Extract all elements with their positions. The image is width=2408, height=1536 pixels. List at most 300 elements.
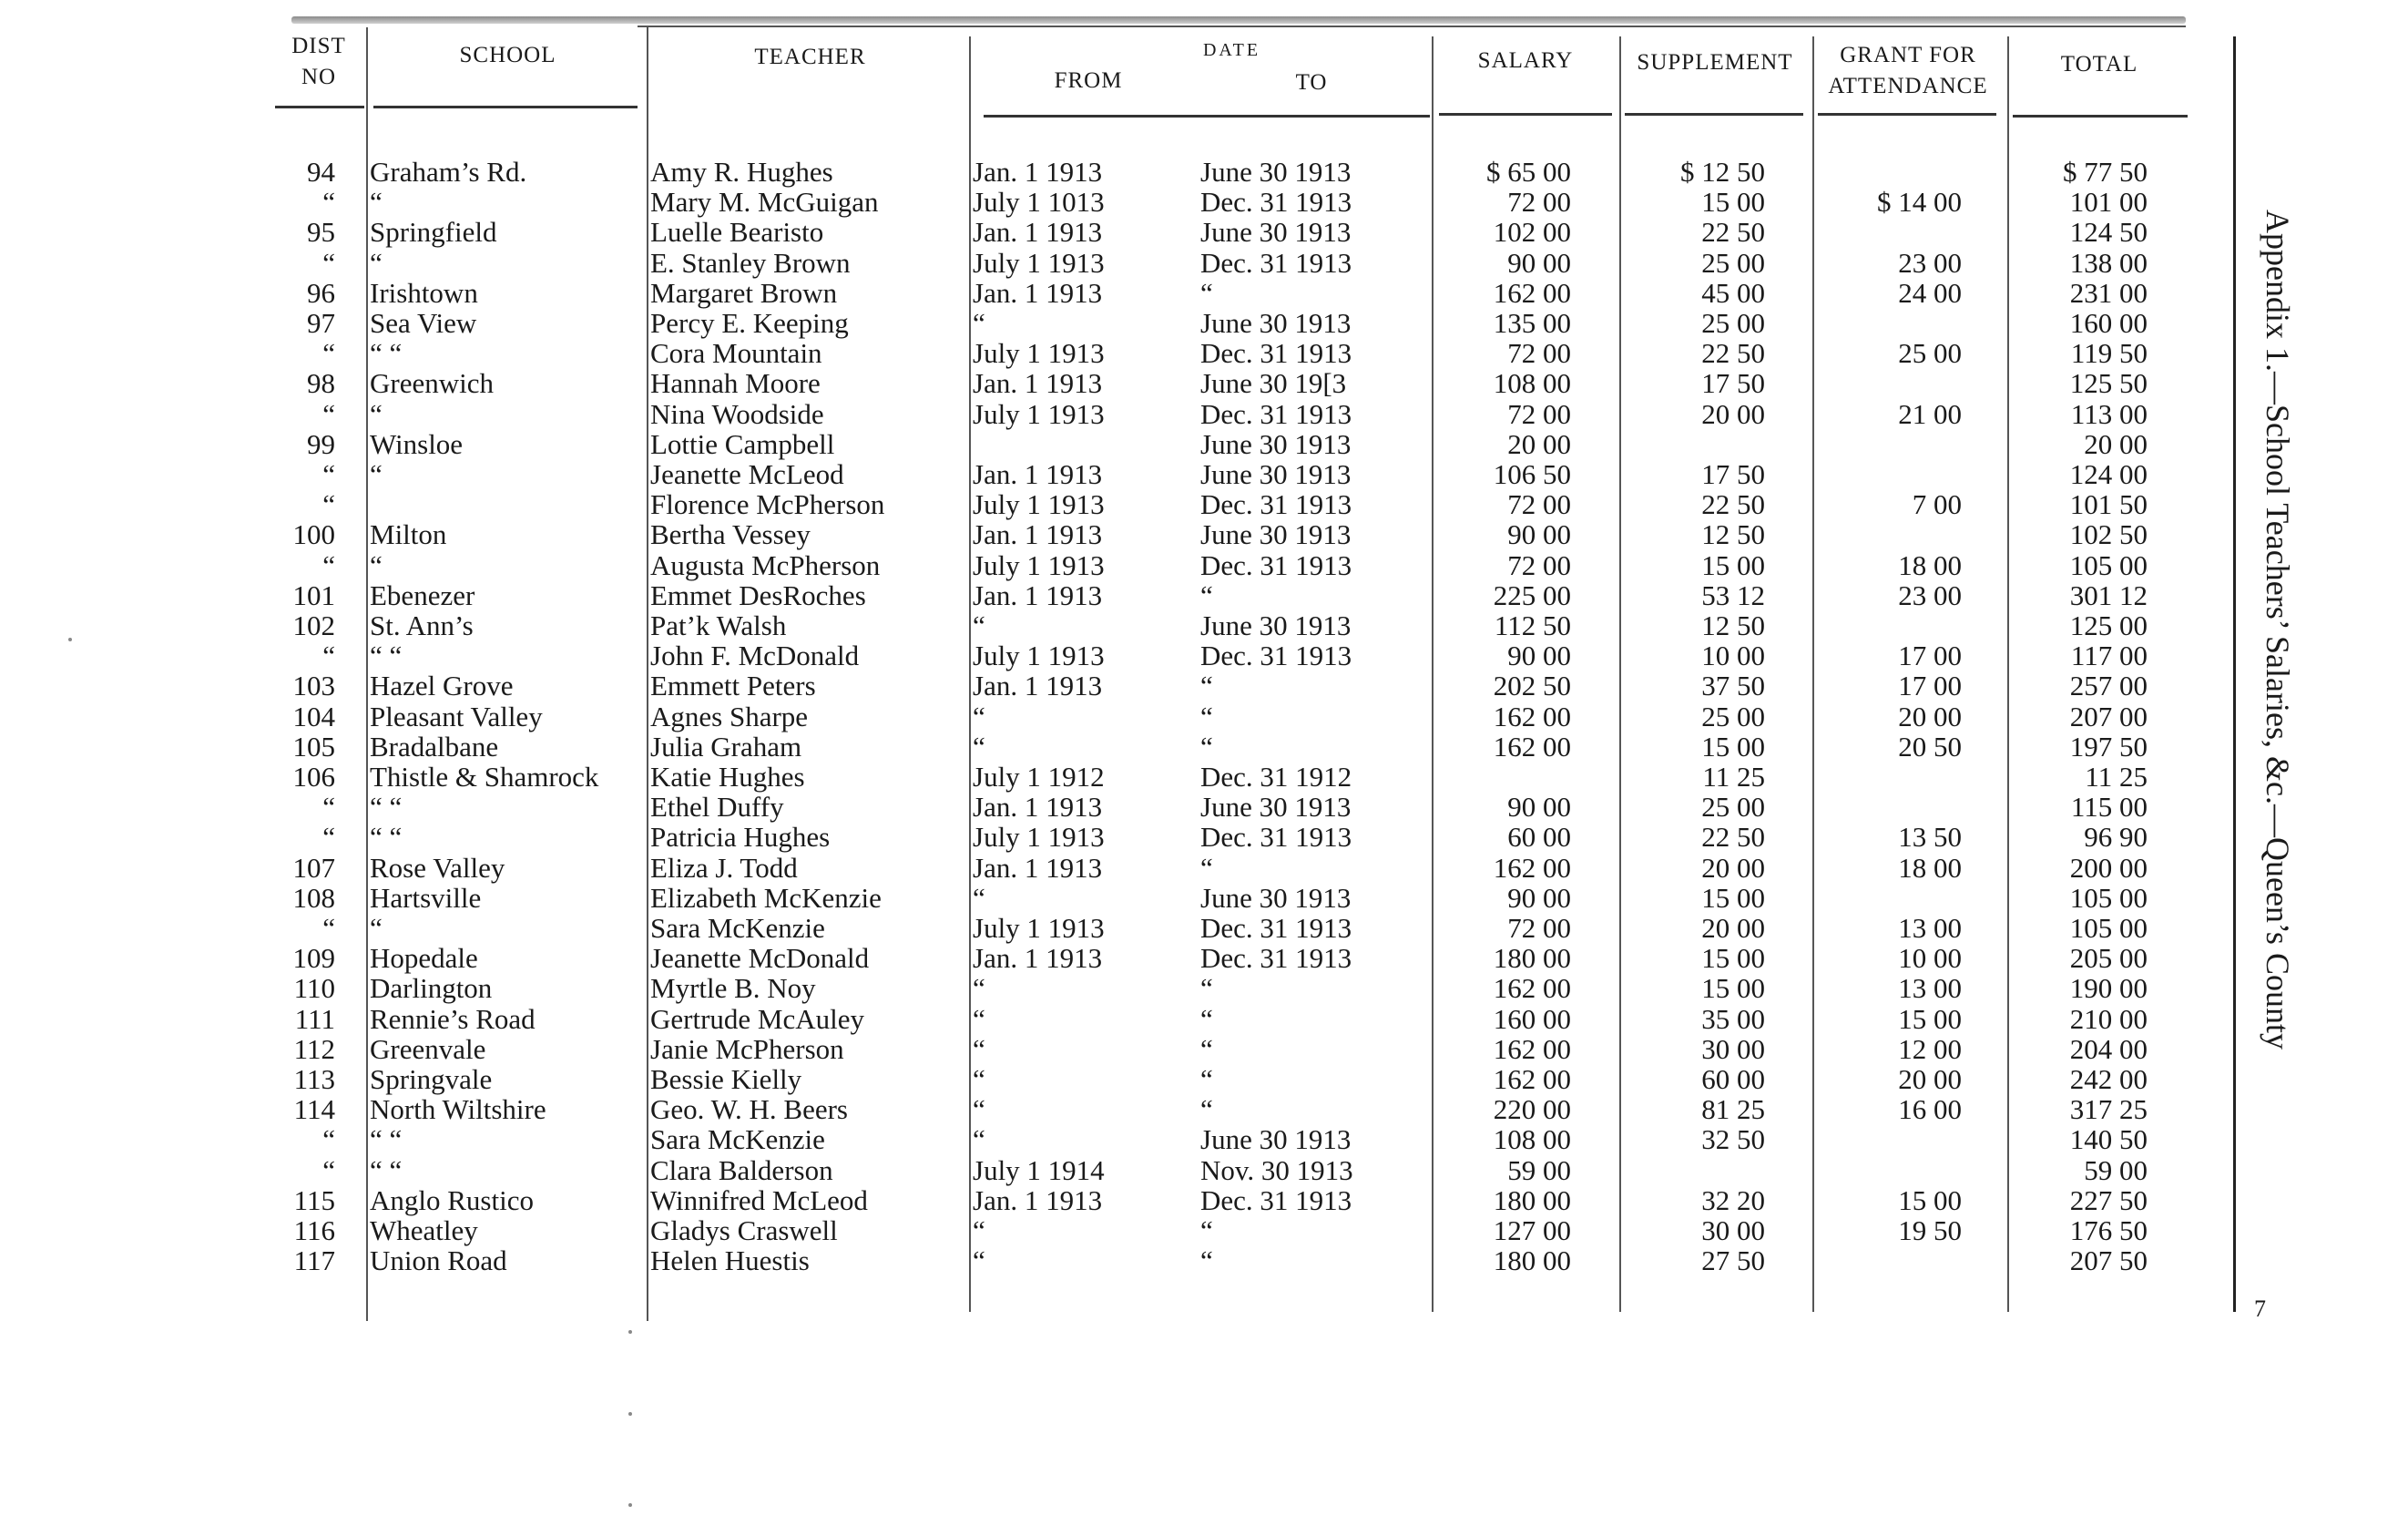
cell-from: “ [973, 730, 985, 763]
column-rule [2007, 36, 2009, 1312]
cell-dist: 114 [293, 1093, 335, 1126]
cell-from: Jan. 1 1913 [973, 458, 1103, 490]
cell-salary: 72 00 [1507, 488, 1571, 521]
cell-dist: 99 [307, 427, 335, 460]
cell-salary: 90 00 [1507, 246, 1571, 279]
cell-total: 301 12 [2069, 579, 2148, 611]
cell-supplement: 22 50 [1701, 337, 1765, 370]
header-school: SCHOOL [459, 43, 556, 67]
cell-dist: “ [322, 640, 335, 672]
cell-supplement: $ 12 50 [1680, 156, 1765, 188]
cell-from: “ [973, 1214, 985, 1246]
cell-from: “ [973, 1244, 985, 1277]
cell-salary: 225 00 [1493, 579, 1571, 611]
cell-salary: 72 00 [1507, 548, 1571, 581]
cell-salary: 72 00 [1507, 337, 1571, 370]
cell-total: 205 00 [2069, 942, 2148, 975]
cell-to: Dec. 31 1913 [1200, 246, 1352, 279]
header-grant-line1: GRANT FOR [1840, 43, 1976, 67]
cell-grant: 7 00 [1912, 488, 1962, 521]
cell-grant: 23 00 [1898, 579, 1962, 611]
cell-dist: 105 [292, 730, 335, 763]
cell-salary: 202 50 [1493, 670, 1571, 702]
cell-supplement: 15 00 [1701, 942, 1765, 975]
cell-teacher: Ethel Duffy [650, 791, 784, 824]
cell-to: “ [1200, 1093, 1213, 1126]
cell-teacher: Jeanette McDonald [650, 942, 870, 975]
cell-school: North Wiltshire [370, 1093, 546, 1126]
cell-to: “ [1200, 700, 1213, 732]
cell-salary: 112 50 [1494, 609, 1571, 641]
cell-from: Jan. 1 1913 [973, 276, 1103, 309]
cell-to: June 30 1913 [1200, 881, 1352, 914]
cell-from: “ [973, 609, 985, 641]
cell-teacher: Patricia Hughes [650, 821, 831, 854]
cell-teacher: Katie Hughes [650, 761, 805, 793]
cell-from: July 1 1913 [973, 912, 1105, 944]
cell-dist: “ [322, 397, 335, 430]
cell-supplement: 81 25 [1701, 1093, 1765, 1126]
cell-total: 207 00 [2069, 700, 2148, 732]
cell-grant: 25 00 [1898, 337, 1962, 370]
cell-supplement: 12 50 [1701, 518, 1765, 551]
cell-to: “ [1200, 972, 1213, 1005]
cell-supplement: 17 50 [1701, 458, 1765, 490]
cell-total: 242 00 [2069, 1063, 2148, 1095]
cell-to: “ [1200, 730, 1213, 763]
cell-total: 113 00 [2070, 397, 2148, 430]
cell-to: Dec. 31 1913 [1200, 337, 1352, 370]
cell-school: Irishtown [370, 276, 478, 309]
cell-school: St. Ann’s [370, 609, 474, 641]
cell-teacher: Winnifred McLeod [650, 1183, 868, 1216]
cell-supplement: 15 00 [1701, 186, 1765, 219]
cell-total: 210 00 [2069, 1002, 2148, 1035]
cell-school: Milton [370, 518, 447, 551]
cell-school: Darlington [370, 972, 493, 1005]
cell-to: June 30 1913 [1200, 458, 1352, 490]
cell-teacher: Elizabeth McKenzie [650, 881, 882, 914]
cell-grant: 13 00 [1898, 972, 1962, 1005]
cell-to: “ [1200, 1032, 1213, 1065]
cell-from: Jan. 1 1913 [973, 851, 1103, 884]
cell-supplement: 20 00 [1701, 397, 1765, 430]
cell-from: “ [973, 1123, 985, 1156]
cell-from: “ [973, 307, 985, 339]
cell-teacher: Margaret Brown [650, 276, 838, 309]
column-rule [366, 27, 368, 1321]
cell-total: 207 50 [2069, 1244, 2148, 1277]
cell-total: 105 00 [2069, 881, 2148, 914]
cell-dist: “ [322, 337, 335, 370]
cell-salary: 60 00 [1507, 821, 1571, 854]
cell-teacher: Pat’k Walsh [650, 609, 787, 641]
cell-total: 200 00 [2069, 851, 2148, 884]
cell-to: June 30 19[3 [1200, 367, 1347, 400]
cell-teacher: Eliza J. Todd [650, 851, 798, 884]
cell-total: 20 00 [2084, 427, 2148, 460]
cell-total: 140 50 [2069, 1123, 2148, 1156]
cell-supplement: 25 00 [1701, 700, 1765, 732]
cell-to: “ [1200, 1002, 1213, 1035]
cell-total: 117 00 [2070, 640, 2148, 672]
cell-salary: 90 00 [1507, 881, 1571, 914]
cell-total: 125 50 [2069, 367, 2148, 400]
cell-from: “ [973, 1063, 985, 1095]
cell-school: Winsloe [370, 427, 464, 460]
cell-grant: 12 00 [1898, 1032, 1962, 1065]
cell-to: June 30 1913 [1200, 156, 1352, 188]
cell-supplement: 22 50 [1701, 216, 1765, 249]
cell-from: Jan. 1 1913 [973, 156, 1103, 188]
cell-teacher: Sara McKenzie [650, 1123, 825, 1156]
header-underline [1818, 113, 1996, 116]
cell-teacher: Emmett Peters [650, 670, 816, 702]
header-teacher: TEACHER [754, 45, 866, 69]
cell-school: Graham’s Rd. [370, 156, 527, 188]
cell-salary: 72 00 [1507, 186, 1571, 219]
header-supplement: SUPPLEMENT [1637, 50, 1793, 75]
cell-to: June 30 1913 [1200, 427, 1352, 460]
cell-supplement: 15 00 [1701, 972, 1765, 1005]
cell-to: “ [1200, 579, 1213, 611]
cell-supplement: 45 00 [1701, 276, 1765, 309]
cell-to: Dec. 31 1913 [1200, 488, 1352, 521]
cell-grant: 24 00 [1898, 276, 1962, 309]
cell-to: June 30 1913 [1200, 1123, 1352, 1156]
cell-total: 317 25 [2069, 1093, 2148, 1126]
cell-dist: 117 [293, 1244, 335, 1277]
cell-supplement: 53 12 [1701, 579, 1765, 611]
cell-school: Ebenezer [370, 579, 475, 611]
cell-dist: 113 [293, 1063, 335, 1095]
cell-from: “ [973, 1002, 985, 1035]
cell-salary: 90 00 [1507, 518, 1571, 551]
cell-salary: 162 00 [1493, 972, 1571, 1005]
column-rule [1812, 36, 1814, 1312]
cell-school: “ “ [370, 640, 403, 672]
cell-from: “ [973, 1093, 985, 1126]
cell-supplement: 10 00 [1701, 640, 1765, 672]
column-rule [1619, 36, 1621, 1312]
cell-salary: 160 00 [1493, 1002, 1571, 1035]
cell-school: “ [370, 397, 383, 430]
cell-total: 197 50 [2069, 730, 2148, 763]
cell-dist: 98 [307, 367, 335, 400]
cell-total: 176 50 [2069, 1214, 2148, 1246]
cell-teacher: Hannah Moore [650, 367, 821, 400]
cell-salary: 180 00 [1493, 1183, 1571, 1216]
cell-total: 138 00 [2069, 246, 2148, 279]
cell-grant: $ 14 00 [1877, 186, 1962, 219]
cell-dist: 94 [307, 156, 335, 188]
cell-supplement: 20 00 [1701, 851, 1765, 884]
cell-from: Jan. 1 1913 [973, 791, 1103, 824]
cell-salary: 90 00 [1507, 640, 1571, 672]
cell-school: Greenwich [370, 367, 494, 400]
header-salary: SALARY [1477, 48, 1574, 73]
cell-from: “ [973, 1032, 985, 1065]
cell-grant: 23 00 [1898, 246, 1962, 279]
cell-to: Dec. 31 1913 [1200, 548, 1352, 581]
header-dist-line1: DIST [291, 34, 346, 58]
cell-teacher: Bessie Kielly [650, 1063, 802, 1095]
scan-speck [628, 1330, 632, 1334]
cell-school: Rose Valley [370, 851, 505, 884]
cell-dist: “ [322, 458, 335, 490]
cell-teacher: Gladys Craswell [650, 1214, 838, 1246]
cell-school: Bradalbane [370, 730, 499, 763]
cell-teacher: Geo. W. H. Beers [650, 1093, 848, 1126]
cell-dist: “ [322, 1153, 335, 1186]
cell-grant: 20 00 [1898, 1063, 1962, 1095]
cell-total: 96 90 [2084, 821, 2148, 854]
cell-dist: 103 [292, 670, 335, 702]
header-underline [2013, 115, 2188, 118]
cell-dist: 109 [292, 942, 335, 975]
cell-dist: 97 [307, 307, 335, 339]
cell-from: July 1 1913 [973, 821, 1105, 854]
cell-from: Jan. 1 1913 [973, 942, 1103, 975]
cell-dist: 110 [293, 972, 335, 1005]
cell-from: Jan. 1 1913 [973, 579, 1103, 611]
cell-grant: 18 00 [1898, 548, 1962, 581]
cell-teacher: Lottie Campbell [650, 427, 835, 460]
cell-dist: 108 [292, 881, 335, 914]
header-grant [1812, 40, 2004, 102]
header-underline [1439, 113, 1612, 116]
cell-supplement: 20 00 [1701, 912, 1765, 944]
cell-total: 125 00 [2069, 609, 2148, 641]
cell-teacher: Luelle Bearisto [650, 216, 824, 249]
cell-school: “ [370, 186, 383, 219]
cell-total: 231 00 [2069, 276, 2148, 309]
cell-total: 115 00 [2070, 791, 2148, 824]
cell-to: Dec. 31 1913 [1200, 186, 1352, 219]
cell-salary: 180 00 [1493, 942, 1571, 975]
cell-school: Sea View [370, 307, 477, 339]
cell-salary: 20 00 [1507, 427, 1571, 460]
cell-teacher: Myrtle B. Noy [650, 972, 816, 1005]
cell-dist: “ [322, 912, 335, 944]
cell-from: July 1 1913 [973, 246, 1105, 279]
cell-dist: 100 [292, 518, 335, 551]
header-underline [373, 106, 638, 108]
cell-school: Union Road [370, 1244, 507, 1277]
cell-dist: 112 [293, 1032, 335, 1065]
cell-school: Wheatley [370, 1214, 478, 1246]
cell-grant: 17 00 [1898, 640, 1962, 672]
cell-school: Rennie’s Road [370, 1002, 536, 1035]
cell-salary: 180 00 [1493, 1244, 1571, 1277]
cell-to: “ [1200, 1244, 1213, 1277]
cell-to: “ [1200, 1063, 1213, 1095]
cell-school: Hartsville [370, 881, 482, 914]
cell-teacher: Sara McKenzie [650, 912, 825, 944]
cell-grant: 10 00 [1898, 942, 1962, 975]
cell-total: 124 50 [2069, 216, 2148, 249]
cell-dist: “ [322, 488, 335, 521]
cell-to: “ [1200, 276, 1213, 309]
cell-teacher: Cora Mountain [650, 337, 822, 370]
page-mark: 7 [2254, 1295, 2266, 1322]
cell-school: “ “ [370, 821, 403, 854]
cell-to: Nov. 30 1913 [1200, 1153, 1353, 1186]
cell-dist: “ [322, 1123, 335, 1156]
cell-salary: 108 00 [1493, 367, 1571, 400]
cell-to: Dec. 31 1913 [1200, 1183, 1352, 1216]
cell-total: 257 00 [2069, 670, 2148, 702]
cell-teacher: John F. McDonald [650, 640, 860, 672]
cell-supplement: 25 00 [1701, 307, 1765, 339]
cell-total: 160 00 [2069, 307, 2148, 339]
column-rule [647, 27, 648, 1321]
cell-grant: 20 50 [1898, 730, 1962, 763]
cell-teacher: Florence McPherson [650, 488, 885, 521]
scan-speck [628, 1503, 632, 1507]
cell-dist: “ [322, 791, 335, 824]
appendix-side-title: Appendix 1.—School Teachers’ Salaries, &c.—Queen’s County [2260, 210, 2296, 1050]
cell-salary: 162 00 [1493, 700, 1571, 732]
page-right-rule [2233, 36, 2236, 1312]
cell-grant: 17 00 [1898, 670, 1962, 702]
cell-school: “ [370, 912, 383, 944]
cell-total: 105 00 [2069, 548, 2148, 581]
cell-total: 59 00 [2084, 1153, 2148, 1186]
cell-salary: 127 00 [1493, 1214, 1571, 1246]
cell-supplement: 60 00 [1701, 1063, 1765, 1095]
cell-supplement: 11 25 [1702, 761, 1765, 793]
cell-supplement: 37 50 [1701, 670, 1765, 702]
cell-dist: 115 [293, 1183, 335, 1216]
header-from: FROM [1054, 68, 1123, 93]
cell-teacher: Clara Balderson [650, 1153, 833, 1186]
cell-to: June 30 1913 [1200, 518, 1352, 551]
cell-to: “ [1200, 851, 1213, 884]
cell-to: June 30 1913 [1200, 216, 1352, 249]
cell-school: Greenvale [370, 1032, 486, 1065]
header-underline [1625, 113, 1803, 116]
cell-teacher: Nina Woodside [650, 397, 824, 430]
cell-from: Jan. 1 1913 [973, 216, 1103, 249]
cell-salary: 108 00 [1493, 1123, 1571, 1156]
cell-school: Anglo Rustico [370, 1183, 534, 1216]
cell-dist: 116 [293, 1214, 335, 1246]
cell-dist: 95 [307, 216, 335, 249]
column-rule [969, 36, 971, 1312]
cell-from: Jan. 1 1913 [973, 670, 1103, 702]
cell-to: June 30 1913 [1200, 307, 1352, 339]
cell-salary: 90 00 [1507, 791, 1571, 824]
cell-school: “ “ [370, 337, 403, 370]
column-rule [1432, 36, 1434, 1312]
cell-from: Jan. 1 1913 [973, 518, 1103, 551]
cell-school: “ [370, 458, 383, 490]
cell-teacher: Percy E. Keeping [650, 307, 849, 339]
scan-speck [68, 638, 72, 641]
cell-salary: 106 50 [1493, 458, 1571, 490]
cell-supplement: 32 50 [1701, 1123, 1765, 1156]
cell-supplement: 30 00 [1701, 1214, 1765, 1246]
cell-total: 101 50 [2069, 488, 2148, 521]
cell-supplement: 15 00 [1701, 548, 1765, 581]
cell-grant: 15 00 [1898, 1002, 1962, 1035]
cell-school: “ [370, 246, 383, 279]
cell-from: July 1 1913 [973, 548, 1105, 581]
cell-grant: 15 00 [1898, 1183, 1962, 1216]
cell-total: 101 00 [2069, 186, 2148, 219]
cell-dist: 107 [292, 851, 335, 884]
cell-total: 119 50 [2070, 337, 2148, 370]
cell-salary: 162 00 [1493, 276, 1571, 309]
cell-from: July 1 1013 [973, 186, 1105, 219]
cell-salary: 72 00 [1507, 397, 1571, 430]
cell-from: Jan. 1 1913 [973, 1183, 1103, 1216]
cell-from: July 1 1913 [973, 397, 1105, 430]
cell-total: 11 25 [2085, 761, 2148, 793]
cell-total: 102 50 [2069, 518, 2148, 551]
cell-supplement: 25 00 [1701, 246, 1765, 279]
cell-teacher: E. Stanley Brown [650, 246, 851, 279]
cell-to: June 30 1913 [1200, 791, 1352, 824]
cell-grant: 18 00 [1898, 851, 1962, 884]
cell-from: July 1 1913 [973, 640, 1105, 672]
scan-speck [628, 1412, 632, 1416]
cell-supplement: 35 00 [1701, 1002, 1765, 1035]
cell-teacher: Augusta McPherson [650, 548, 881, 581]
header-dist-line2: NO [301, 65, 337, 89]
header-grant-line2: ATTENDANCE [1828, 74, 1988, 98]
cell-to: Dec. 31 1913 [1200, 821, 1352, 854]
cell-school: “ “ [370, 791, 403, 824]
cell-to: “ [1200, 1214, 1213, 1246]
header-underline [984, 115, 1430, 118]
cell-dist: “ [322, 821, 335, 854]
cell-teacher: Gertrude McAuley [650, 1002, 864, 1035]
cell-teacher: Janie McPherson [650, 1032, 844, 1065]
cell-school: Hazel Grove [370, 670, 514, 702]
cell-supplement: 22 50 [1701, 821, 1765, 854]
cell-total: 105 00 [2069, 912, 2148, 944]
cell-salary: 72 00 [1507, 912, 1571, 944]
cell-grant: 20 00 [1898, 700, 1962, 732]
cell-from: July 1 1912 [973, 761, 1105, 793]
cell-salary: $ 65 00 [1486, 156, 1571, 188]
cell-school: Springfield [370, 216, 497, 249]
cell-school: Springvale [370, 1063, 493, 1095]
cell-total: 204 00 [2069, 1032, 2148, 1065]
header-dist [273, 31, 364, 93]
cell-teacher: Jeanette McLeod [650, 458, 844, 490]
header-total: TOTAL [2060, 52, 2138, 77]
cell-salary: 162 00 [1493, 730, 1571, 763]
cell-salary: 102 00 [1493, 216, 1571, 249]
cell-to: June 30 1913 [1200, 609, 1352, 641]
cell-dist: 101 [292, 579, 335, 611]
cell-dist: 111 [294, 1002, 335, 1035]
cell-total: 190 00 [2069, 972, 2148, 1005]
cell-grant: 21 00 [1898, 397, 1962, 430]
cell-from: July 1 1913 [973, 337, 1105, 370]
top-rule [638, 26, 2186, 27]
cell-salary: 162 00 [1493, 1063, 1571, 1095]
cell-grant: 13 00 [1898, 912, 1962, 944]
cell-dist: “ [322, 186, 335, 219]
cell-supplement: 17 50 [1701, 367, 1765, 400]
cell-teacher: Agnes Sharpe [650, 700, 809, 732]
cell-teacher: Emmet DesRoches [650, 579, 866, 611]
cell-dist: 102 [292, 609, 335, 641]
